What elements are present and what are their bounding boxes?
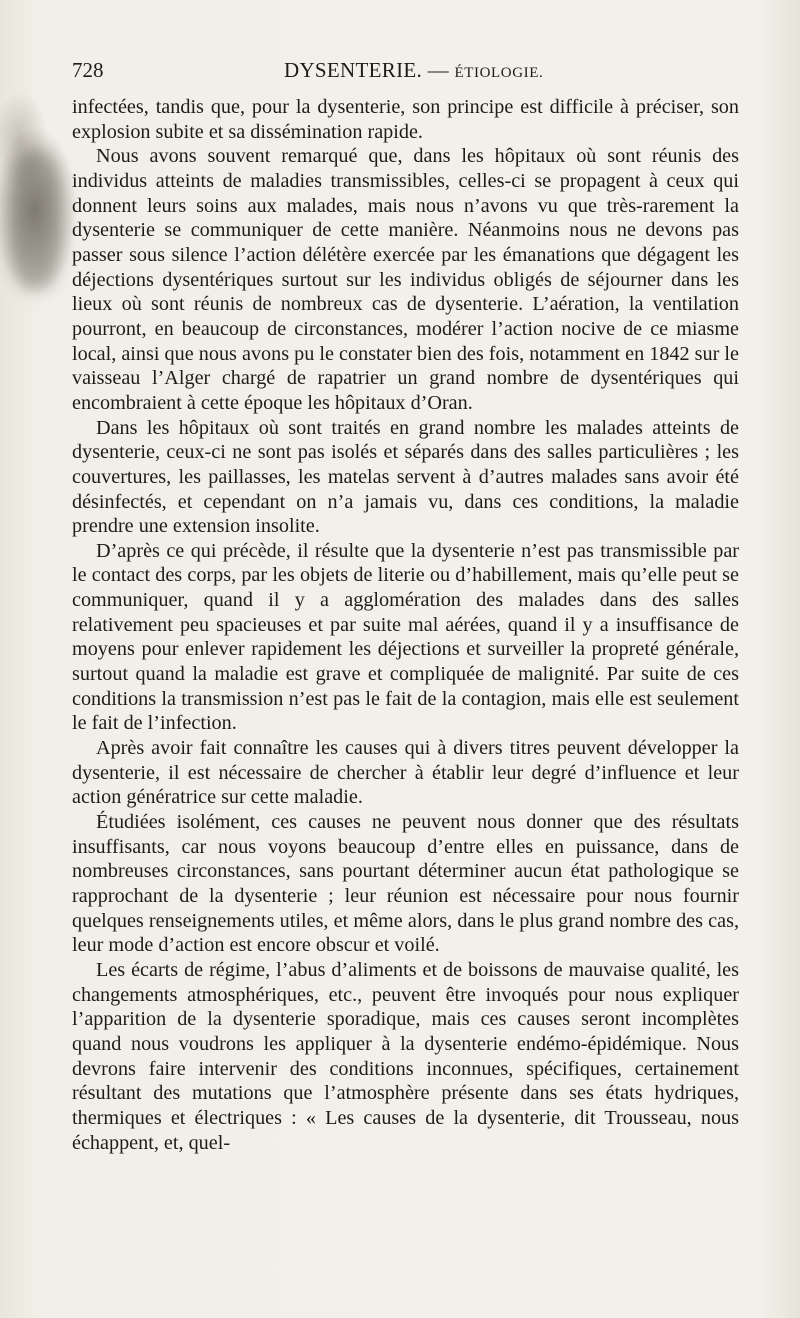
paragraph: Nous avons souvent remarqué que, dans les hôpitaux où sont réunis des individus atteints de maladies transmissibles, celles-ci se propagent à ceux qui donnent leurs soins aux malades, mais nous n’avons vu que très-rarement la dysenterie se communiquer de cette manière. Néanmoins nous ne devons pas passer sous silence l’action délétère exercée par les émanations que dégagent les déjections dysentériques surtout sur les individus obligés de séjourner dans les lieux où sont réunis de nombreux cas de dysenterie. L’aération, la ventilation pourront, en beaucoup de circonstances, modérer l’action nocive de ce miasme local, ainsi que nous avons pu le constater bien des fois, notamment en 1842 sur le vaisseau l’Alger chargé de rapatrier un grand nombre de dysentériques qui encombraient à cette époque les hôpitaux d’Oran. bbox=[72, 145, 739, 414]
paragraph: infectées, tandis que, pour la dysenterie, son principe est difficile à préciser, son explosion subite et sa dissémination rapide. bbox=[72, 96, 739, 143]
running-head-section: ÉTIOLOGIE. bbox=[454, 65, 544, 81]
page-number: 728 bbox=[72, 58, 104, 82]
paragraph: Dans les hôpitaux où sont traités en grand nombre les malades atteints de dysenterie, ceux-ci ne sont pas isolés et séparés dans des salles particulières ; les couvertures, les paillasses, les matelas servent à d’autres malades sans avoir été désinfectés, et cependant on n’a jamais vu, dans ces conditions, la maladie prendre une extension insolite. bbox=[72, 416, 739, 538]
running-head-title: DYSENTERIE. bbox=[284, 58, 423, 82]
running-head bbox=[284, 58, 543, 83]
running-head-dash: — bbox=[427, 58, 449, 82]
paragraph: Étudiées isolément, ces causes ne peuvent nous donner que des résultats insuffisants, car nous voyons beaucoup d’entre elles en puissance, dans de nombreuses circonstances, sans pourtant déterminer aucun état pathologique se rapprochant de la dysenterie ; leur réunion est nécessaire pour nous fournir quelques renseignements utiles, et même alors, dans le plus grand nombre des cas, leur mode d’action est encore obscur et voilé. bbox=[72, 811, 739, 957]
paragraph: Après avoir fait connaître les causes qui à divers titres peuvent développer la dysenterie, il est nécessaire de chercher à établir leur degré d’influence et leur action génératrice sur cette maladie. bbox=[72, 737, 739, 809]
paragraph: D’après ce qui précède, il résulte que la dysenterie n’est pas transmissible par le contact des corps, par les objets de literie ou d’habillement, mais qu’elle peut se communiquer, quand il y a agglomération des malades dans des salles relativement peu spacieuses et par suite mal aérées, quand il y a insuffisance de moyens pour enlever rapidement les déjections et surveiller la propreté générale, surtout quand la maladie est grave et compliquée de malignité. Par suite de ces conditions la transmission n’est pas le fait de la contagion, mais elle est seulement le fait de l’infection. bbox=[72, 539, 739, 735]
paragraph: Les écarts de régime, l’abus d’aliments et de boissons de mauvaise qualité, les changements atmosphériques, etc., peuvent être invoqués pour nous expliquer l’apparition de la dysenterie sporadique, mais ces causes seront incomplètes quand nous voudrons les appliquer à la dysenterie endémo-épidémique. Nous devrons faire intervenir des conditions inconnues, spécifiques, certainement résultant des mutations que l’atmosphère présente dans ses états hydriques, thermiques et électriques : « Les causes de la dysenterie, dit Trousseau, nous échappent, et, quel- bbox=[72, 958, 739, 1154]
page-stain bbox=[8, 150, 63, 290]
body-text bbox=[72, 95, 739, 1155]
page-header bbox=[72, 58, 740, 88]
